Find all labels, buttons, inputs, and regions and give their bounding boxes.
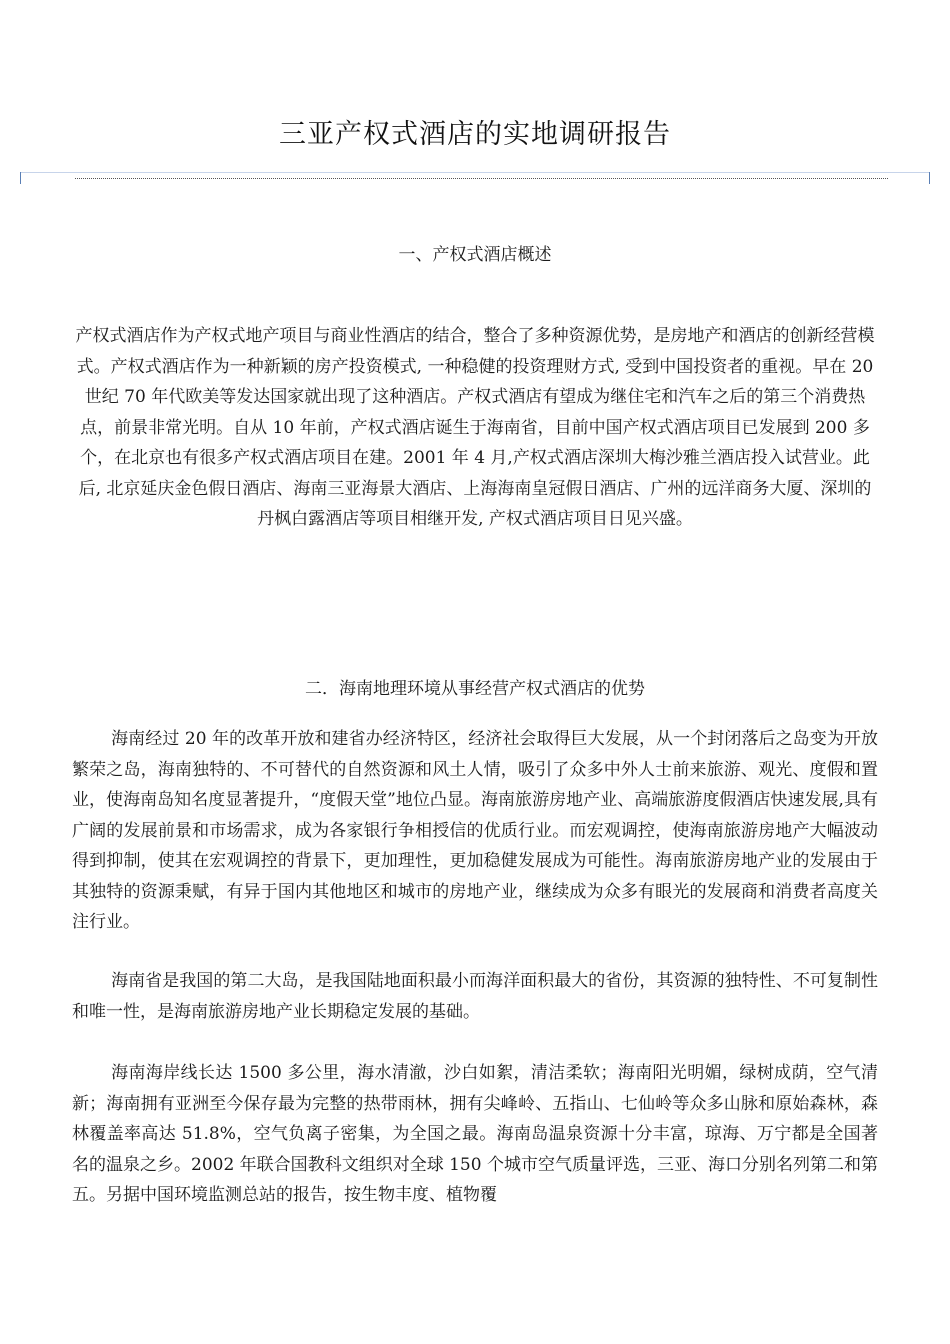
divider-left-tick xyxy=(20,172,21,184)
section-heading-hainan-advantages: 二．海南地理环境从事经营产权式酒店的优势 xyxy=(305,679,645,699)
header-divider xyxy=(20,174,930,184)
divider-right-tick xyxy=(929,172,930,184)
hainan-paragraph-2: 海南省是我国的第二大岛，是我国陆地面积最小而海洋面积最大的省份，其资源的独特性、不可复制性和唯一性，是海南旅游房地产业长期稳定发展的基础。 xyxy=(72,971,878,1022)
header-top-line xyxy=(20,172,930,173)
hainan-paragraph-1: 海南经过 20 年的改革开放和建省办经济特区，经济社会取得巨大发展，从一个封闭落后之岛变为开放繁荣之岛，海南独特的、不可替代的自然资源和风土人情，吸引了众多中外人士前来旅游、观光、度假和置业，使海南岛知名度显著提升，“度假天堂”地位凸显。海南旅游房地产业、高端旅游度假酒店快速发展,具有广阔的发展前景和市场需求，成为各家银行争相授信的优质行业。而宏观调控，使海南旅游房地产大幅波动得到抑制，使其在宏观调控的背景下，更加理性，更加稳健发展成为可能性。海南旅游房地产业的发展由于其独特的资源秉赋，有异于国内其他地区和城市的房地产业，继续成为众多有眼光的发展商和消费者高度关注行业。 xyxy=(72,729,878,932)
hainan-paragraph-3: 海南海岸线长达 1500 多公里，海水清澈，沙白如絮，清洁柔软；海南阳光明媚，绿树成荫，空气清新；海南拥有亚洲至今保存最为完整的热带雨林，拥有尖峰岭、五指山、七仙岭等众多山脉和原始森林，森林覆盖率高达 51.8%，空气负离子密集，为全国之最。海南岛温泉资源十分丰富，琼海、万宁都是全国著名的温泉之乡。2002 年联合国教科文组织对全球 150 个城市空气质量评选，三亚、海口分别名列第二和第五。另据中国环境监测总站的报告，按生物丰度、植物覆 xyxy=(72,1063,878,1205)
overview-paragraph: 产权式酒店作为产权式地产项目与商业性酒店的结合，整合了多种资源优势，是房地产和酒店的创新经营模式。产权式酒店作为一种新颖的房产投资模式, 一种稳健的投资理财方式, 受到中国投资者的重视。早在 20 世纪 70 年代欧美等发达国家就出现了这种酒店。产权式酒店有望成为继住宅和汽车之后的第三个消费热点，前景非常光明。自从 10 年前，产权式酒店诞生于海南省，目前中国产权式酒店项目已发展到 200 多个，在北京也有很多产权式酒店项目在建。2001 年 4 月,产权式酒店深圳大梅沙雅兰酒店投入试营业。此后, 北京延庆金色假日酒店、海南三亚海景大酒店、上海海南皇冠假日酒店、广州的远洋商务大厦、深圳的丹枫白露酒店等项目相继开发, 产权式酒店项目日见兴盛。 xyxy=(75,326,875,529)
section-heading-overview: 一、产权式酒店概述 xyxy=(398,245,552,265)
divider-dotted-line xyxy=(75,178,888,179)
document-title: 三亚产权式酒店的实地调研报告 xyxy=(279,119,671,150)
